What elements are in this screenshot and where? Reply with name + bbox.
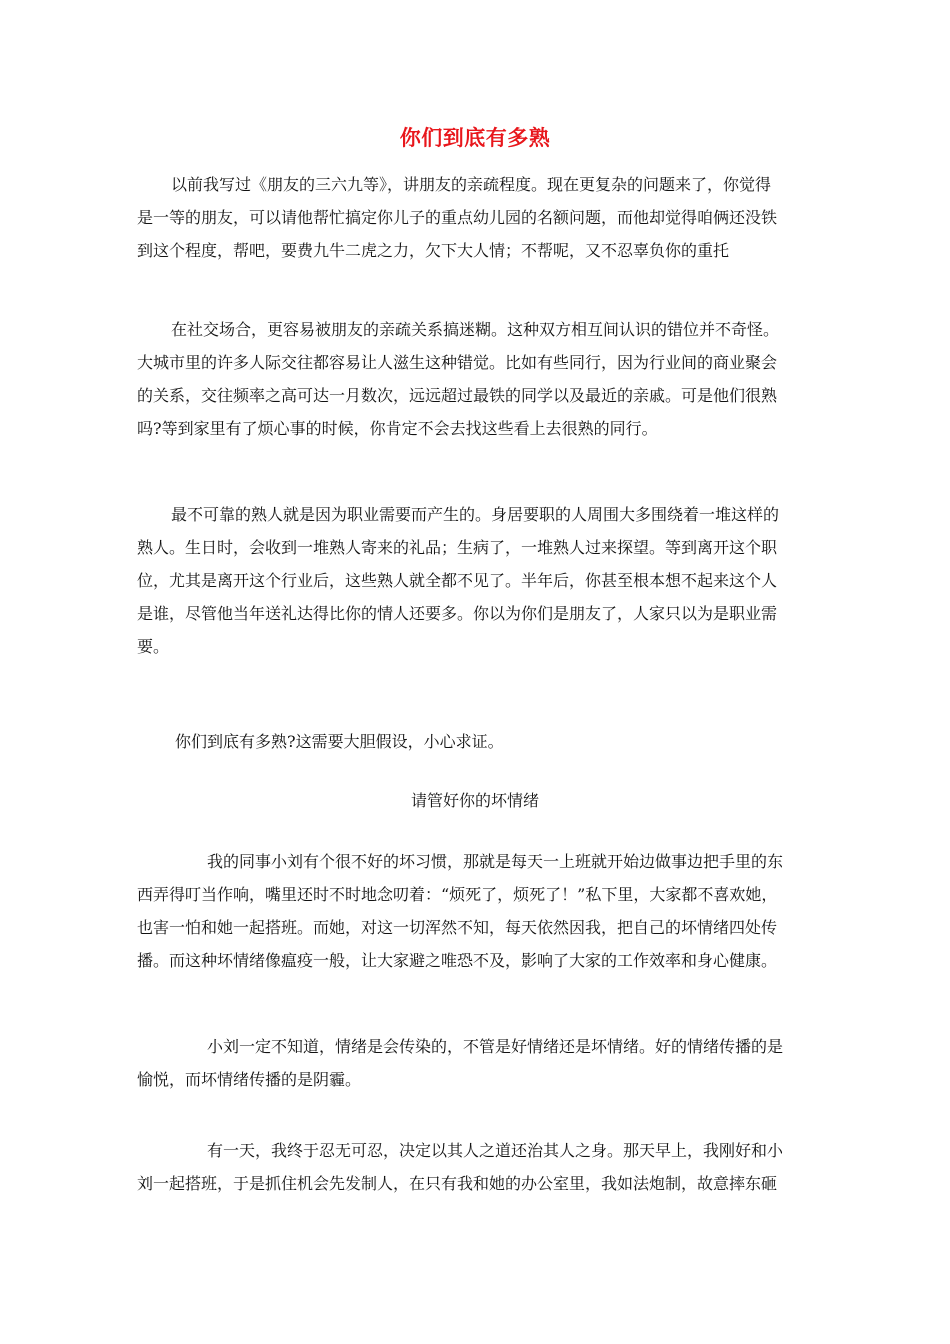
text-line: 以前我写过《朋友的三六九等》，讲朋友的亲疏程度。现在更复杂的问题来了，你觉得: [171, 175, 772, 194]
text-line: 有一天，我终于忍无可忍，决定以其人之道还治其人之身。那天早上，我刚好和小: [207, 1141, 784, 1160]
text-line: 西弄得叮当作响，嘴里还时不时地念叨着：“烦死了，烦死了！”私下里，大家都不喜欢她，: [137, 885, 778, 904]
text-line: 是一等的朋友，可以请他帮忙搞定你儿子的重点幼儿园的名额问题，而他却觉得咱俩还没铁: [137, 208, 778, 227]
text-line: 刘一起搭班，于是抓住机会先发制人，在只有我和她的办公室里，我如法炮制，故意摔东砸: [137, 1174, 778, 1193]
text-line: 最不可靠的熟人就是因为职业需要而产生的。身居要职的人周围大多围绕着一堆这样的: [171, 505, 780, 524]
article1-paragraph-2: [137, 313, 827, 445]
text-line: 要。: [137, 637, 170, 656]
text-line: 吗?等到家里有了烦心事的时候，你肯定不会去找这些看上去很熟的同行。: [137, 419, 658, 438]
article2-paragraph-3: [137, 1134, 827, 1200]
article1-paragraph-1: [137, 168, 827, 267]
article2-paragraph-1: [137, 845, 827, 977]
article2-title: 请管好你的坏情绪: [410, 791, 539, 810]
text-line: 播。而这种坏情绪像瘟疫一般，让大家避之唯恐不及，影响了大家的工作效率和身心健康。: [137, 951, 778, 970]
text-line: 的关系，交往频率之高可达一月数次，远远超过最铁的同学以及最近的亲戚。可是他们很熟: [137, 386, 778, 405]
text-line: 在社交场合，更容易被朋友的亲疏关系搞迷糊。这种双方相互间认识的错位并不奇怪。: [171, 320, 780, 339]
article-title: 你们到底有多熟: [399, 125, 551, 150]
text-line: 大城市里的许多人际交往都容易让人滋生这种错觉。比如有些同行，因为行业间的商业聚会: [137, 353, 778, 372]
text-line: 也害一怕和她一起搭班。而她，对这一切浑然不知，每天依然因我，把自己的坏情绪四处传: [137, 918, 778, 937]
text-line: 是谁，尽管他当年送礼达得比你的情人还要多。你以为你们是朋友了，人家只以为是职业需: [137, 604, 778, 623]
text-line: 我的同事小刘有个很不好的坏习惯，那就是每天一上班就开始边做事边把手里的东: [207, 852, 784, 871]
text-line: 熟人。生日时，会收到一堆熟人寄来的礼品；生病了，一堆熟人过来探望。等到离开这个职: [137, 538, 778, 557]
article1-paragraph-3: [137, 498, 827, 663]
text-line: 愉悦，而坏情绪传播的是阴霾。: [137, 1070, 362, 1089]
text-line: 位，尤其是离开这个行业后，这些熟人就全都不见了。半年后，你甚至根本想不起来这个人: [137, 571, 778, 590]
text-line: 到这个程度，帮吧，要费九牛二虎之力，欠下大人情；不帮呢，又不忍辜负你的重托: [137, 241, 730, 260]
text-line: 你们到底有多熟?这需要大胆假设，小心求证。: [175, 732, 504, 751]
article2-paragraph-2: [137, 1030, 827, 1096]
article1-paragraph-4: [137, 725, 827, 758]
text-line: 小刘一定不知道，情绪是会传染的，不管是好情绪还是坏情绪。好的情绪传播的是: [207, 1037, 784, 1056]
